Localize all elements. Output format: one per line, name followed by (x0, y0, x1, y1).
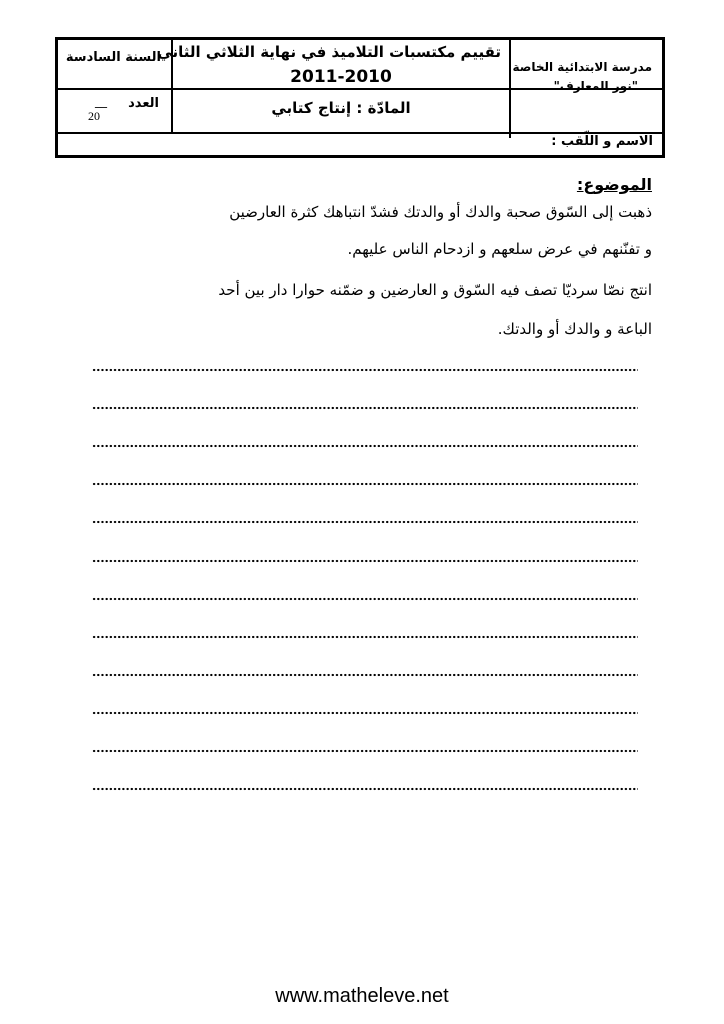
school-year: 2011-2010 (290, 67, 392, 87)
answer-line[interactable] (92, 366, 638, 374)
title-cell (157, 40, 509, 88)
score-label: العدد (128, 96, 159, 111)
answer-line[interactable] (92, 709, 638, 717)
answer-line[interactable] (92, 404, 638, 412)
subject-cell (171, 90, 509, 132)
instruction-text-line-1: انتج نصّا سرديّا تصف فيه السّوق و العارضين و ضمّنه حوارا دار بين أحد (218, 281, 652, 299)
header-row-title (58, 40, 662, 93)
score-max: 20 (88, 109, 100, 123)
topic-text-line-2: و تفنّنهم في عرض سلعهم و ازدحام الناس عليهم. (347, 240, 652, 258)
instruction-text-line-2: الباعة و والدك أو والدتك. (497, 320, 652, 338)
grade-level: السنة السادسة (65, 50, 161, 65)
score-blank: __ (95, 94, 107, 108)
score-cell (58, 90, 171, 132)
answer-line[interactable] (92, 633, 638, 641)
exam-header (55, 37, 665, 158)
level-cell (58, 40, 171, 88)
school-name: مدرسة الابتدائية الخاصة (512, 60, 652, 74)
answer-line[interactable] (92, 785, 638, 793)
answer-line[interactable] (92, 442, 638, 450)
answer-line[interactable] (92, 747, 638, 755)
school-subtitle: "نور المعارف" (553, 79, 638, 93)
school-cell (509, 40, 662, 138)
answer-line[interactable] (92, 518, 638, 526)
exam-title: تقييم مكتسبات التلاميذ في نهاية الثلاثي الثاني (157, 43, 501, 61)
footer-website: www.matheleve.net (275, 985, 449, 1007)
answer-line[interactable] (92, 595, 638, 603)
answer-line[interactable] (92, 480, 638, 488)
answer-line[interactable] (92, 557, 638, 565)
student-name-label: الاسم و اللّقب : (551, 134, 653, 149)
subject-label: المادّة : إنتاج كتابي (271, 99, 411, 117)
answer-line[interactable] (92, 671, 638, 679)
topic-text-line-1: ذهبت إلى السّوق صحبة والدك أو والدتك فشدّ انتباهك كثرة العارضين (229, 203, 652, 221)
topic-heading: الموضوع: (576, 175, 652, 194)
